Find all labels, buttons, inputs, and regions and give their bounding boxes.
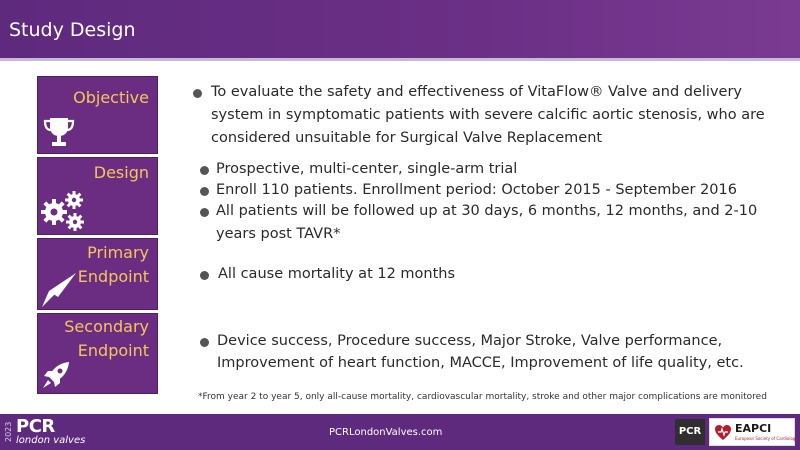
design-bullet-3-line2: years post TAVR* bbox=[216, 226, 341, 242]
primary-endpoint-label-line2: Endpoint bbox=[77, 267, 149, 286]
gears-icon bbox=[40, 188, 86, 236]
secondary-endpoint-text-line1: Device success, Procedure success, Major Stroke, Valve performance, bbox=[217, 333, 723, 349]
footnote: *From year 2 to year 5, only all-cause mortality, cardiovascular mortality, stroke and other major complications are monitored bbox=[198, 392, 767, 402]
trophy-icon bbox=[42, 115, 76, 153]
pcr-london-valves-logo: PCR bbox=[16, 416, 55, 437]
heart-icon bbox=[714, 424, 732, 442]
design-bullet-3-line1: All patients will be followed up at 30 days, 6 months, 12 months, and 2-10 bbox=[216, 203, 758, 219]
bullet-dot bbox=[200, 187, 209, 196]
footer-year: 2023 bbox=[4, 421, 13, 443]
secondary-endpoint-label-line1: Secondary bbox=[64, 317, 149, 336]
objective-text-line3: considered unsuitable for Surgical Valve Replacement bbox=[211, 130, 603, 146]
primary-endpoint-text: All cause mortality at 12 months bbox=[218, 266, 456, 282]
eapci-subtext: European Society of Cardiology bbox=[735, 436, 798, 441]
page-title: Study Design bbox=[9, 19, 136, 41]
bullet-dot bbox=[200, 208, 209, 217]
design-bullet-2: Enroll 110 patients. Enrollment period: October 2015 - September 2016 bbox=[216, 182, 737, 198]
primary-endpoint-box bbox=[37, 238, 158, 310]
secondary-endpoint-box bbox=[37, 313, 158, 394]
bullet-dot bbox=[193, 89, 202, 98]
footer-url[interactable]: PCRLondonValves.com bbox=[329, 427, 443, 438]
objective-label: Objective bbox=[73, 88, 149, 107]
design-label: Design bbox=[93, 163, 149, 182]
secondary-endpoint-label-line2: Endpoint bbox=[77, 341, 149, 360]
design-bullet-1: Prospective, multi-center, single-arm trial bbox=[216, 161, 518, 177]
header-divider bbox=[0, 58, 800, 61]
bullet-dot bbox=[200, 166, 209, 175]
bullet-dot bbox=[200, 338, 209, 347]
eapci-text: EAPCI bbox=[735, 422, 772, 435]
pcr-london-valves-logo-sub: london valves bbox=[16, 435, 86, 446]
paper-plane-icon bbox=[40, 271, 78, 313]
design-box bbox=[37, 157, 158, 235]
primary-endpoint-label-line1: Primary bbox=[87, 243, 149, 262]
pcr-partner-logo: PCR bbox=[675, 419, 705, 445]
rocket-icon bbox=[41, 360, 71, 394]
objective-text-line2: system in symptomatic patients with severe calcific aortic stenosis, who are bbox=[211, 107, 765, 123]
eapci-logo bbox=[709, 418, 798, 446]
objective-text-line1: To evaluate the safety and effectiveness of VitaFlow® Valve and delivery bbox=[211, 84, 742, 100]
header-bar bbox=[0, 0, 800, 58]
bullet-dot bbox=[200, 271, 209, 280]
objective-box bbox=[37, 76, 158, 154]
secondary-endpoint-text-line2: Improvement of heart function, MACCE, Improvement of life quality, etc. bbox=[217, 355, 744, 371]
